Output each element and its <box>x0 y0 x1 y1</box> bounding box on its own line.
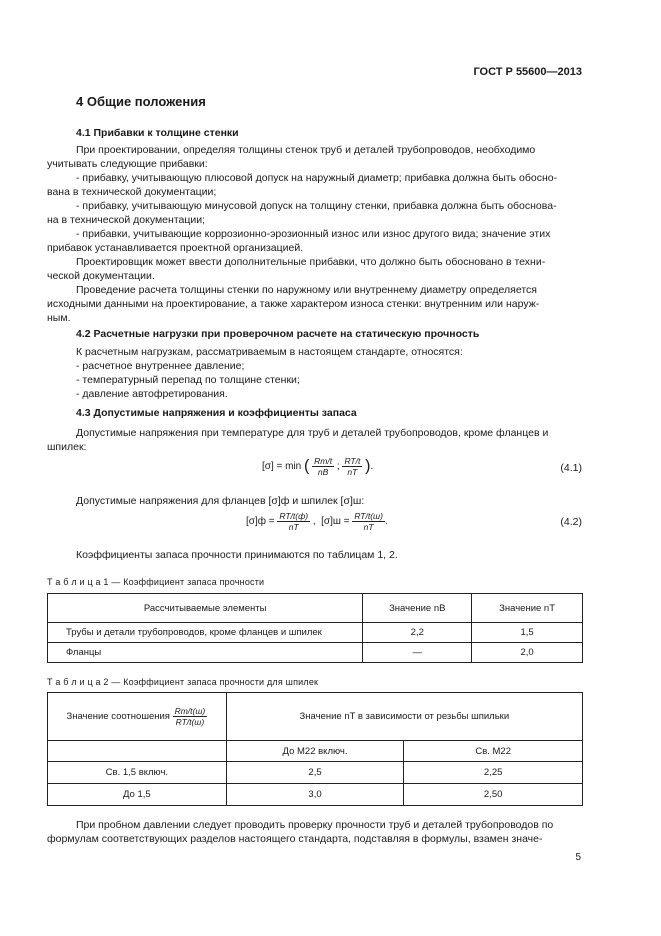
formula-4-2: [σ]ф = $\frac{RT/t(ф)}{nT}$ , [σ]ш = $\frac{RT/t(ш)}{nT}$ . <box>246 511 388 532</box>
paragraph-line: К расчетным нагрузкам, рассматриваемым в настоящем стандарте, относятся: <box>76 346 463 358</box>
paragraph-line: прибавок устанавливается проектной организацией. <box>47 242 304 254</box>
paragraph-line: ческой документации. <box>47 270 155 282</box>
paragraph-line: на в технической документации; <box>47 214 206 226</box>
paragraph-line: - температурный перепад по толщине стенки; <box>76 374 300 386</box>
standard-header: ГОСТ Р 55600—2013 <box>473 66 582 78</box>
subsection-4-1-title: 4.1 Прибавки к толщине стенки <box>76 127 239 139</box>
paragraph-line: вана в технической документации; <box>47 186 217 198</box>
formula-4-1: [σ] = min ( $\frac{Rm/t}{nB}$ ; $\frac{RT/t}{nT}$ ). <box>262 456 374 477</box>
table-header: Значение nT в зависимости от резьбы шпильки <box>226 693 582 741</box>
paragraph-line: формулам соответствующих разделов настоящего стандарта, подставляя в формулы, взамен значе- <box>47 833 543 845</box>
paragraph-line: Проведение расчета толщины стенки по наружному или внутреннему диаметру определяется <box>76 284 537 296</box>
paragraph-line: При пробном давлении следует проводить проверку прочности труб и деталей трубопроводов по <box>76 819 554 831</box>
paragraph-line: Допустимые напряжения для фланцев [σ]ф и шпилек [σ]ш: <box>76 495 365 507</box>
page-number: 5 <box>575 852 581 863</box>
table-row: Фланцы — 2,0 <box>48 643 583 663</box>
paragraph-line: - прибавки, учитывающие коррозионно-эрозионный износ или износ другого вида; значение этих <box>76 228 551 240</box>
table-row: Св. 1,5 включ. 2,5 2,25 <box>48 762 583 784</box>
paragraph-line: При проектировании, определяя толщины стенок труб и деталей трубопроводов, необходимо <box>76 144 536 156</box>
equation-number-4-2: (4.2) <box>560 516 582 528</box>
table-header: Значение nB <box>363 594 472 623</box>
table-2-caption: Т а б л и ц а 2 — Коэффициент запаса прочности для шпилек <box>47 677 319 687</box>
paragraph-line: Коэффициенты запаса прочности принимаются по таблицам 1, 2. <box>76 549 398 561</box>
paragraph-line: Допустимые напряжения при температуре для труб и деталей трубопроводов, кроме фланцев и <box>76 427 549 439</box>
table-subheader: До М22 включ. <box>226 741 404 762</box>
table-header: Рассчитываемые элементы <box>48 594 363 623</box>
table-1 <box>47 593 583 663</box>
paragraph-line: - прибавку, учитывающую плюсовой допуск на наружный диаметр; прибавка должна быть обосно- <box>76 172 558 184</box>
paragraph-line: - прибавку, учитывающую минусовой допуск на толщину стенки, прибавка должна быть обоснова- <box>76 200 557 212</box>
paragraph-line: - давление автофретирования. <box>76 388 228 400</box>
paragraph-line: ным. <box>47 312 71 324</box>
paragraph-line: - расчетное внутреннее давление; <box>76 360 245 372</box>
table-row: До 1,5 3,0 2,50 <box>48 784 583 806</box>
table-1-caption: Т а б л и ц а 1 — Коэффициент запаса прочности <box>47 577 265 587</box>
table-header: Значение nT <box>472 594 583 623</box>
table-subheader: Св. М22 <box>404 741 583 762</box>
paragraph-line: учитывать следующие прибавки: <box>47 158 208 170</box>
subsection-4-3-title: 4.3 Допустимые напряжения и коэффициенты запаса <box>76 407 357 419</box>
section-title: 4 Общие положения <box>76 94 206 109</box>
paragraph-line: исходными данными на проектирование, а также характером износа стенки: внутренним или наруж- <box>47 298 540 310</box>
table-row: Трубы и детали трубопроводов, кроме фланцев и шпилек 2,2 1,5 <box>48 623 583 643</box>
equation-number-4-1: (4.1) <box>560 462 582 474</box>
table-header: Значение соотношения $\frac{Rm/t(ш)}{RT/t(ш)}$ <box>48 693 227 741</box>
paragraph-line: шпилек: <box>47 441 87 453</box>
table-2 <box>47 692 583 806</box>
paragraph-line: Проектировщик может ввести дополнительные прибавки, что должно быть обосновано в техни- <box>76 256 546 268</box>
subsection-4-2-title: 4.2 Расчетные нагрузки при проверочном расчете на статическую прочность <box>76 328 480 340</box>
